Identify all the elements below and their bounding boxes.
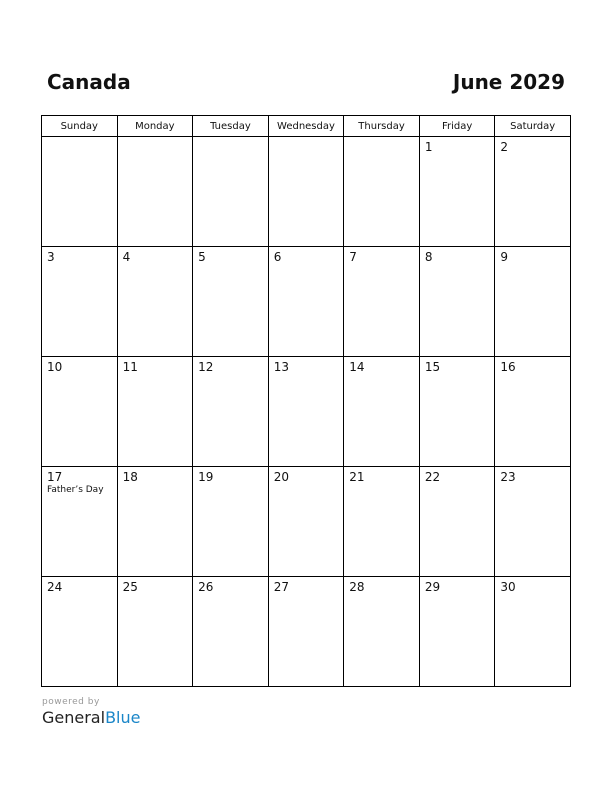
day-number: 24	[47, 580, 63, 594]
day-cell	[268, 247, 344, 357]
day-number: 14	[349, 360, 365, 374]
day-number	[269, 137, 344, 140]
day-cell	[344, 467, 420, 577]
day-number: 11	[122, 360, 138, 374]
day-cell	[344, 577, 420, 687]
brand-general: General	[42, 708, 106, 727]
day-number: 23	[500, 470, 516, 484]
day-number: 6	[273, 250, 282, 264]
day-cell	[268, 467, 344, 577]
day-number: 5	[198, 250, 206, 264]
day-cell	[495, 467, 571, 577]
day-cell	[495, 577, 571, 687]
day-number: 18	[122, 470, 138, 484]
day-number	[344, 137, 419, 140]
calendar-grid	[41, 115, 571, 687]
day-number: 4	[122, 250, 131, 264]
day-number: 29	[424, 580, 441, 594]
day-cell	[419, 577, 495, 687]
day-cell	[495, 247, 571, 357]
day-cell	[419, 357, 495, 467]
day-cell	[42, 467, 118, 577]
day-cell	[419, 137, 495, 247]
day-cell	[268, 137, 344, 247]
day-cell	[419, 247, 495, 357]
day-number: 9	[500, 250, 509, 264]
day-number: 7	[349, 250, 357, 264]
day-number	[42, 137, 117, 140]
day-number: 20	[273, 470, 289, 484]
day-cell	[117, 357, 193, 467]
weekday-monday: Monday	[117, 116, 193, 137]
day-number	[118, 137, 193, 140]
day-cell	[117, 577, 193, 687]
day-cell	[268, 357, 344, 467]
day-number: 13	[273, 360, 289, 374]
day-number: 25	[122, 580, 138, 594]
day-number: 2	[500, 140, 509, 154]
weekday-sunday: Sunday	[42, 116, 118, 137]
day-cell	[193, 137, 269, 247]
day-cell	[495, 357, 571, 467]
country-title: Canada	[47, 70, 131, 94]
day-cell	[193, 357, 269, 467]
day-number: 30	[500, 580, 516, 594]
week-row	[42, 577, 571, 687]
holiday-label: Father’s Day	[47, 485, 104, 495]
day-cell	[193, 247, 269, 357]
day-cell	[42, 247, 118, 357]
weekday-header-row	[42, 116, 571, 137]
week-row	[42, 357, 571, 467]
month-year-title: June 2029	[452, 70, 565, 94]
day-cell	[344, 357, 420, 467]
week-row	[42, 137, 571, 247]
day-number: 26	[198, 580, 214, 594]
day-number: 15	[424, 360, 441, 374]
weekday-tuesday: Tuesday	[193, 116, 269, 137]
day-cell	[268, 577, 344, 687]
calendar-header	[41, 70, 571, 100]
day-number: 1	[424, 140, 433, 154]
day-number: 12	[198, 360, 214, 374]
day-number: 3	[47, 250, 55, 264]
day-number: 21	[349, 470, 365, 484]
day-number: 17	[47, 470, 63, 484]
week-row	[42, 247, 571, 357]
day-cell	[193, 577, 269, 687]
day-cell	[117, 467, 193, 577]
brand-logo[interactable]	[42, 708, 140, 727]
day-number: 27	[273, 580, 289, 594]
week-row	[42, 467, 571, 577]
day-cell	[42, 137, 118, 247]
weekday-wednesday: Wednesday	[268, 116, 344, 137]
weekday-friday: Friday	[419, 116, 495, 137]
day-cell	[344, 137, 420, 247]
day-cell	[419, 467, 495, 577]
day-number: 19	[198, 470, 214, 484]
day-cell	[193, 467, 269, 577]
day-number: 28	[349, 580, 365, 594]
weekday-saturday: Saturday	[495, 116, 571, 137]
brand-blue: Blue	[105, 708, 141, 727]
day-cell	[117, 247, 193, 357]
day-number: 22	[424, 470, 441, 484]
day-cell	[42, 357, 118, 467]
day-number: 10	[47, 360, 63, 374]
footer-branding	[42, 697, 140, 727]
day-cell	[344, 247, 420, 357]
day-cell	[117, 137, 193, 247]
day-cell	[42, 577, 118, 687]
weekday-thursday: Thursday	[344, 116, 420, 137]
day-number	[193, 137, 268, 140]
day-number: 16	[500, 360, 516, 374]
day-cell	[495, 137, 571, 247]
powered-by-label: powered by	[42, 697, 100, 707]
day-number: 8	[424, 250, 433, 264]
